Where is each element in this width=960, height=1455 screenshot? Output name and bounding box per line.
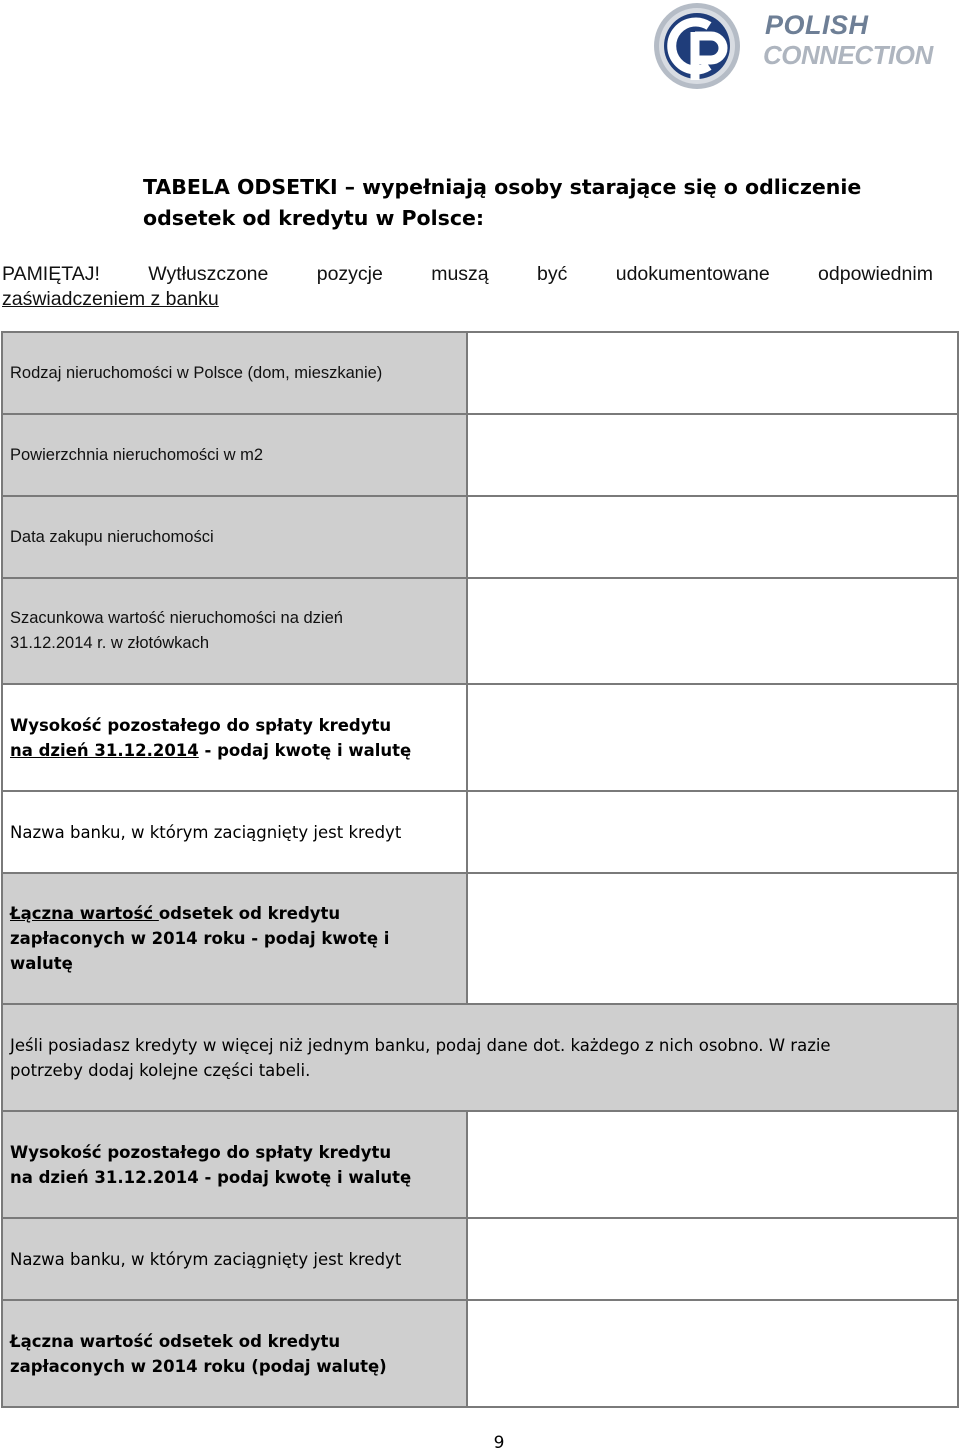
remaining-loan-2-label bbox=[2, 1111, 467, 1218]
logo-text-connection: CONNECTION bbox=[763, 40, 933, 70]
remaining-loan-suffix: - podaj kwotę i walutę bbox=[198, 740, 412, 760]
bank-name-2-field[interactable] bbox=[467, 1218, 958, 1300]
remaining-loan-2-field[interactable] bbox=[467, 1111, 958, 1218]
logo-emblem-icon bbox=[651, 2, 747, 92]
total-interest-2-field[interactable] bbox=[467, 1300, 958, 1407]
multiple-banks-note bbox=[2, 1004, 958, 1111]
bank-name-label: Nazwa banku, w którym zaciągnięty jest kredyt bbox=[2, 791, 467, 873]
total-interest-2-label-line-2: zapłaconych w 2014 roku (podaj walutę) bbox=[10, 1356, 387, 1376]
table-row bbox=[2, 1300, 958, 1407]
remaining-loan-2-label-line-2: na dzień 31.12.2014 - podaj kwotę i walutę bbox=[10, 1167, 412, 1187]
interest-form-table bbox=[1, 331, 959, 1408]
purchase-date-label: Data zakupu nieruchomości bbox=[2, 496, 467, 578]
reminder-word: muszą bbox=[431, 263, 489, 285]
estimated-value-label-line-1: Szacunkowa wartość nieruchomości na dzień bbox=[10, 609, 343, 627]
total-interest-label-line-1 bbox=[10, 901, 466, 926]
reminder-word: pozycje bbox=[316, 263, 383, 285]
remaining-loan-2-label-line-1: Wysokość pozostałego do spłaty kredytu bbox=[10, 1142, 392, 1162]
reminder-word: PAMIĘTAJ! bbox=[2, 263, 100, 285]
total-interest-2-label bbox=[2, 1300, 467, 1407]
estimated-value-label bbox=[2, 578, 467, 684]
reminder-word: Wytłuszczone bbox=[148, 263, 269, 285]
remaining-loan-label-line-1: Wysokość pozostałego do spłaty kredytu bbox=[10, 715, 392, 735]
table-row bbox=[2, 684, 958, 791]
table-row bbox=[2, 873, 958, 1004]
property-area-label: Powierzchnia nieruchomości w m2 bbox=[2, 414, 467, 496]
reminder-line-2: zaświadczeniem z banku bbox=[2, 288, 219, 310]
reminder-word: odpowiednim bbox=[818, 263, 933, 285]
reminder-word: być bbox=[537, 263, 568, 285]
property-type-field[interactable] bbox=[467, 332, 958, 414]
bank-name-field[interactable] bbox=[467, 791, 958, 873]
remaining-loan-label bbox=[2, 684, 467, 791]
title-line-2: odsetek od kredytu w Polsce: bbox=[143, 206, 485, 230]
estimated-value-field[interactable] bbox=[467, 578, 958, 684]
table-row bbox=[2, 578, 958, 684]
document-title bbox=[143, 172, 943, 234]
company-logo bbox=[651, 2, 941, 92]
remaining-loan-date: na dzień 31.12.2014 bbox=[10, 740, 199, 760]
table-row bbox=[2, 1218, 958, 1300]
multiple-banks-note-line-2: potrzeby dodaj kolejne części tabeli. bbox=[10, 1060, 311, 1080]
table-row bbox=[2, 332, 958, 414]
title-line-1: TABELA ODSETKI – wypełniają osoby starające się o odliczenie bbox=[143, 175, 862, 199]
table-row bbox=[2, 1004, 958, 1111]
total-interest-label-line-2: zapłaconych w 2014 roku - podaj kwotę i bbox=[10, 929, 390, 948]
remaining-loan-field[interactable] bbox=[467, 684, 958, 791]
remaining-loan-label-line-2 bbox=[10, 738, 466, 763]
total-interest-2-label-line-1: Łączna wartość odsetek od kredytu bbox=[10, 1331, 341, 1351]
page-number: 9 bbox=[493, 1433, 505, 1453]
table-row bbox=[2, 1111, 958, 1218]
total-interest-label bbox=[2, 873, 467, 1004]
table-row bbox=[2, 791, 958, 873]
reminder-word: udokumentowane bbox=[615, 263, 770, 285]
estimated-value-label-line-2: 31.12.2014 r. w złotówkach bbox=[10, 634, 210, 652]
total-interest-label-line-3: walutę bbox=[10, 954, 73, 973]
property-area-field[interactable] bbox=[467, 414, 958, 496]
table-row bbox=[2, 414, 958, 496]
property-type-label: Rodzaj nieruchomości w Polsce (dom, mieszkanie) bbox=[2, 332, 467, 414]
logo-text-polish: POLISH bbox=[765, 10, 869, 40]
total-interest-label-rest: odsetek od kredytu bbox=[158, 904, 341, 923]
reminder-line-1 bbox=[2, 262, 933, 287]
bank-name-2-label: Nazwa banku, w którym zaciągnięty jest kredyt bbox=[2, 1218, 467, 1300]
total-interest-field[interactable] bbox=[467, 873, 958, 1004]
reminder-note bbox=[2, 262, 933, 312]
total-interest-label-underlined: Łączna wartość bbox=[10, 904, 159, 923]
table-row bbox=[2, 496, 958, 578]
purchase-date-field[interactable] bbox=[467, 496, 958, 578]
multiple-banks-note-line-1: Jeśli posiadasz kredyty w więcej niż jednym banku, podaj dane dot. każdego z nich osobno. W razie bbox=[10, 1035, 831, 1055]
